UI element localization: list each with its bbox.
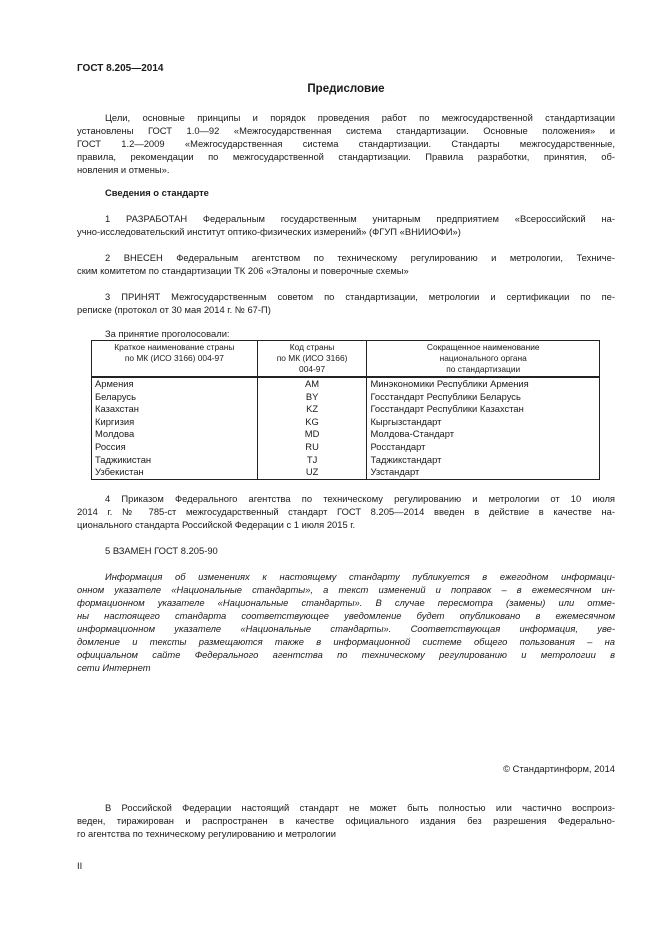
table-row: [92, 441, 600, 454]
text-line: Информация об изменениях к настоящему стандарту публикуется в ежегодном информаци-: [105, 571, 615, 582]
text-line: сети Интернет: [77, 662, 151, 673]
code-cell: BY: [257, 391, 367, 404]
country-cell: Киргизия: [92, 416, 258, 429]
table-row: [92, 377, 600, 391]
text-line: установлены ГОСТ 1.0—92 «Межгосударственная система стандартизации. Основные положения» и: [77, 125, 615, 136]
body-cell: Госстандарт Республики Беларусь: [367, 391, 600, 404]
table-row: [92, 391, 600, 404]
text-line: 2014 г. № 785-ст межгосударственный стандарт ГОСТ 8.205—2014 введен в действие в качестве на-: [77, 506, 615, 517]
text-line: официальном сайте Федерального агентства по техническому регулированию и метрологии в: [77, 649, 615, 660]
text-line: информационном указателе «Национальные стандарты». Соответствующая информация, уве-: [77, 623, 615, 634]
body-cell: Таджикстандарт: [367, 454, 600, 467]
intro-paragraph: [77, 111, 615, 176]
code-cell: TJ: [257, 454, 367, 467]
item-2-introduced: [77, 251, 615, 277]
text-line: Цели, основные принципы и порядок проведения работ по межгосударственной стандартизации: [105, 112, 615, 123]
code-cell: AM: [257, 377, 367, 391]
body-cell: Госстандарт Республики Казахстан: [367, 403, 600, 416]
code-cell: RU: [257, 441, 367, 454]
body-cell: Узстандарт: [367, 466, 600, 479]
text-line: ционального стандарта Российской Федерации с 1 июля 2015 г.: [77, 519, 356, 530]
country-cell: Узбекистан: [92, 466, 258, 479]
votes-intro: За принятие проголосовали:: [105, 328, 230, 339]
code-cell: UZ: [257, 466, 367, 479]
body-cell: Росстандарт: [367, 441, 600, 454]
text-line: 2 ВНЕСЕН Федеральным агентством по техническому регулированию и метрологии, Техниче-: [105, 252, 615, 263]
header-country-name: Краткое наименование страны по МК (ИСО 3166) 004-97: [92, 341, 258, 378]
text-line: В Российской Федерации настоящий стандарт не может быть полностью или частично воспроиз-: [105, 802, 615, 813]
text-line: го агентства по техническому регулированию и метрологии: [77, 828, 336, 839]
country-cell: Таджикистан: [92, 454, 258, 467]
text-line: 4 Приказом Федерального агентства по техническому регулированию и метрологии от 10 июля: [105, 493, 615, 504]
text-line: ским комитетом по стандартизации ТК 206 «Эталоны и поверочные схемы»: [77, 265, 409, 276]
table-row: [92, 428, 600, 441]
text-line: учно-исследовательский институт оптико-физических измерений» (ФГУП «ВНИИОФИ»): [77, 226, 461, 237]
code-cell: KG: [257, 416, 367, 429]
page-title: Предисловие: [307, 83, 385, 95]
doc-code-header: ГОСТ 8.205—2014: [77, 63, 164, 74]
table-row: [92, 403, 600, 416]
table-row: [92, 454, 600, 467]
header-country-code: Код страны по МК (ИСО 3166) 004-97: [257, 341, 367, 378]
body-cell: Молдова-Стандарт: [367, 428, 600, 441]
legal-notice: [77, 801, 615, 840]
body-cell: Минэкономики Республики Армения: [367, 377, 600, 391]
text-line: онном указателе «Национальные стандарты», а текст изменений и поправок – в ежемесячном ин-: [77, 584, 615, 595]
document-page: [77, 0, 615, 936]
text-line: правила, рекомендации по межгосударственной стандартизации. Правила разработки, принятия, об-: [77, 151, 615, 162]
country-cell: Армения: [92, 377, 258, 391]
item-1-developed: [77, 212, 615, 238]
voting-table: [91, 340, 600, 480]
country-cell: Россия: [92, 441, 258, 454]
text-line: формационном указателе «Национальные стандарты». В случае пересмотра (замены) или отме-: [77, 597, 615, 608]
text-line: домление и тексты размещаются также в информационной системе общего пользования – на: [77, 636, 615, 647]
body-cell: Кыргызстандарт: [367, 416, 600, 429]
copyright-notice: © Стандартинформ, 2014: [503, 763, 615, 774]
country-cell: Молдова: [92, 428, 258, 441]
text-line: новления и отмены».: [77, 164, 170, 175]
page-number: II: [77, 860, 83, 871]
header-national-body: Сокращенное наименование национального органа по стандартизации: [367, 341, 600, 378]
changes-notice: [77, 570, 615, 674]
text-line: ГОСТ 1.2—2009 «Межгосударственная система стандартизации. Стандарты межгосударственные,: [77, 138, 615, 149]
item-5-replaces: 5 ВЗАМЕН ГОСТ 8.205-90: [105, 545, 218, 556]
text-line: ны настоящего стандарта соответствующее уведомление будет опубликовано в ежемесячном: [77, 610, 615, 621]
text-line: веден, тиражирован и распространен в качестве официального издания без разрешения Федерально-: [77, 815, 615, 826]
text-line: 3 ПРИНЯТ Межгосударственным советом по стандартизации, метрологии и сертификации по пе-: [105, 291, 615, 302]
country-cell: Казахстан: [92, 403, 258, 416]
item-3-adopted: [77, 290, 615, 316]
table-header-row: [92, 341, 600, 378]
code-cell: MD: [257, 428, 367, 441]
item-4-order: [77, 492, 615, 531]
table-row: [92, 466, 600, 479]
text-line: 1 РАЗРАБОТАН Федеральным государственным унитарным предприятием «Всероссийский на-: [105, 213, 615, 224]
text-line: реписке (протокол от 30 мая 2014 г. № 67-П): [77, 304, 271, 315]
table-row: [92, 416, 600, 429]
standard-info-heading: Сведения о стандарте: [105, 187, 209, 198]
country-cell: Беларусь: [92, 391, 258, 404]
code-cell: KZ: [257, 403, 367, 416]
